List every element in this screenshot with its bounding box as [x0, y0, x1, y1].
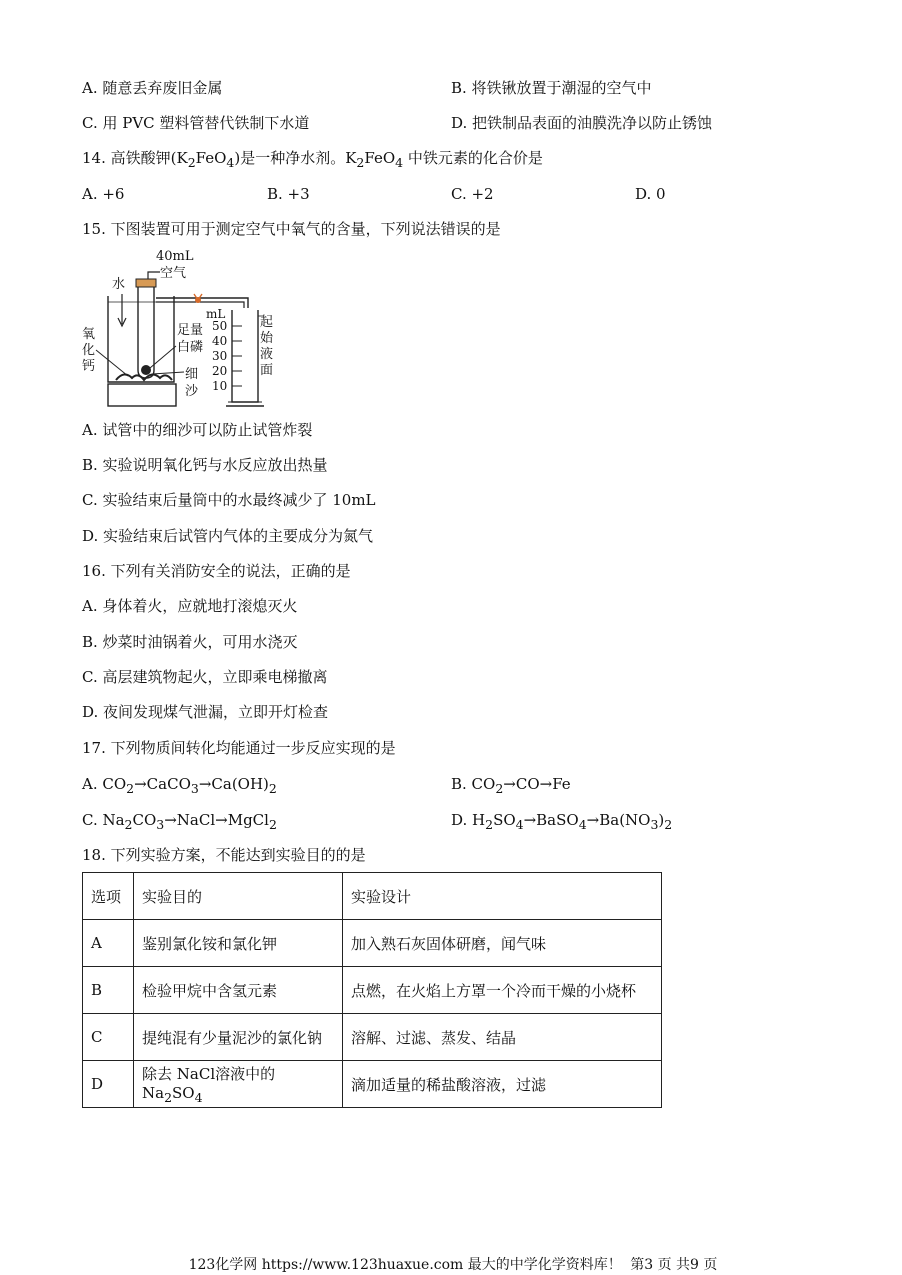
- header-option: 选项: [83, 873, 134, 920]
- q17-option-c: C. $Na_2CO_3\to NaCl\to MgCl_2$: [82, 811, 277, 832]
- q16-option-c: C. 高层建筑物起火，立即乘电梯撤离: [82, 668, 328, 686]
- footer-site: 123化学网 https://www.123huaxue.com 最大的中学化学资料库！: [188, 1257, 622, 1273]
- page-footer: [0, 1254, 902, 1274]
- q14-option-b: B. +3: [267, 185, 310, 203]
- cylinder-tick-label: 30: [212, 349, 228, 363]
- q13-option-a: A. 随意丢弃废旧金属: [82, 79, 223, 97]
- q14-stem: 14. 高铁酸钾$(K_2FeO_4)$是一种净水剂。$K_2FeO_4$ 中铁元素的化合价是: [82, 149, 543, 170]
- q15-option-d: D. 实验结束后试管内气体的主要成分为氮气: [82, 527, 374, 545]
- label-water: 水: [112, 277, 126, 292]
- cylinder-ticks: [212, 319, 242, 393]
- test-tube: [138, 286, 154, 378]
- cell-purpose: 鉴别氯化铵和氯化钾: [134, 920, 343, 967]
- table-row: [83, 920, 662, 967]
- label-sand-2: 沙: [185, 384, 199, 399]
- q16-stem: 16. 下列有关消防安全的说法，正确的是: [82, 562, 351, 580]
- label-ml: mL: [206, 307, 226, 321]
- cylinder-tick-label: 50: [212, 319, 228, 333]
- label-cao-1: 氧: [82, 327, 96, 342]
- pointer-sand: [152, 372, 184, 374]
- cell-design: 溶解、过滤、蒸发、结晶: [343, 1014, 662, 1061]
- label-phosphorus-2: 白磷: [177, 340, 204, 355]
- label-level-1: 起: [260, 315, 274, 330]
- cylinder-tick-label: 40: [212, 334, 228, 348]
- cell-purpose: 检验甲烷中含氢元素: [134, 967, 343, 1014]
- cell-option: D: [83, 1061, 134, 1108]
- label-level-3: 液: [260, 347, 274, 362]
- q16-option-a: A. 身体着火，应就地打滚熄灭火: [82, 597, 298, 615]
- cell-option: A: [83, 920, 134, 967]
- label-level-2: 始: [260, 331, 274, 346]
- q16-option-d: D. 夜间发现煤气泄漏，立即开灯检查: [82, 703, 329, 721]
- table-row: [83, 1061, 662, 1108]
- q17-option-b: B. $CO_2\to CO\to Fe$: [451, 775, 571, 796]
- footer-page-number: 第3 页 共9 页: [630, 1257, 718, 1273]
- cell-purpose: 提纯混有少量泥沙的氯化钠: [134, 1014, 343, 1061]
- q15-option-b: B. 实验说明氧化钙与水反应放出热量: [82, 456, 328, 474]
- header-purpose: 实验目的: [134, 873, 343, 920]
- q14-option-d: D. 0: [635, 185, 666, 203]
- q15-option-c: C. 实验结束后量筒中的水最终减少了 10mL: [82, 491, 376, 509]
- q13-option-d: D. 把铁制品表面的油膜洗净以防止锈蚀: [451, 114, 713, 132]
- q17-stem: 17. 下列物质间转化均能通过一步反应实现的是: [82, 739, 396, 757]
- q15-option-a: A. 试管中的细沙可以防止试管炸裂: [82, 421, 313, 439]
- cell-purpose: 除去 NaCl溶液中的 $Na_2SO_4$: [134, 1061, 343, 1108]
- table-row: [83, 1014, 662, 1061]
- label-air: 空气: [160, 266, 187, 281]
- label-phosphorus-1: 足量: [177, 323, 204, 338]
- label-sand-1: 细: [185, 367, 199, 382]
- q17-option-d: D. $H_2SO_4\to BaSO_4\to Ba(NO_3)_2$: [451, 811, 673, 832]
- cylinder-tick-label: 20: [212, 364, 228, 378]
- beaker: [108, 296, 174, 382]
- label-level-4: 面: [260, 363, 274, 378]
- q18-stem: 18. 下列实验方案，不能达到实验目的的是: [82, 846, 366, 864]
- q13-option-c: C. 用 PVC 塑料管替代铁制下水道: [82, 114, 310, 132]
- cell-design: 滴加适量的稀盐酸溶液，过滤: [343, 1061, 662, 1108]
- q13-option-b: B. 将铁锹放置于潮湿的空气中: [451, 79, 652, 97]
- pointer-cao: [96, 350, 128, 376]
- q15-apparatus-diagram: [80, 246, 274, 412]
- q15-stem: 15. 下图装置可用于测定空气中氧气的含量，下列说法错误的是: [82, 220, 501, 238]
- cylinder-tick-label: 10: [212, 379, 228, 393]
- label-cao-2: 化: [82, 343, 96, 358]
- table-header-row: [83, 873, 662, 920]
- q14-option-a: A. +6: [82, 185, 125, 203]
- cell-option: B: [83, 967, 134, 1014]
- q16-option-b: B. 炒菜时油锅着火，可用水浇灭: [82, 633, 298, 651]
- stopper: [136, 279, 156, 287]
- q14-option-c: C. +2: [451, 185, 494, 203]
- delivery-tube: [156, 298, 248, 308]
- white-phosphorus: [141, 365, 151, 375]
- table-row: [83, 967, 662, 1014]
- q17-option-a: A. $CO_2\to CaCO_3\to Ca(OH)_2$: [82, 775, 277, 796]
- header-design: 实验设计: [343, 873, 662, 920]
- cell-option: C: [83, 1014, 134, 1061]
- cell-design: 点燃，在火焰上方罩一个冷而干燥的小烧杯: [343, 967, 662, 1014]
- q18-table: [82, 872, 662, 1108]
- cell-design: 加入熟石灰固体研磨，闻气味: [343, 920, 662, 967]
- stand-base: [108, 384, 176, 406]
- label-cao-3: 钙: [82, 359, 96, 374]
- label-40ml: 40mL: [156, 249, 194, 264]
